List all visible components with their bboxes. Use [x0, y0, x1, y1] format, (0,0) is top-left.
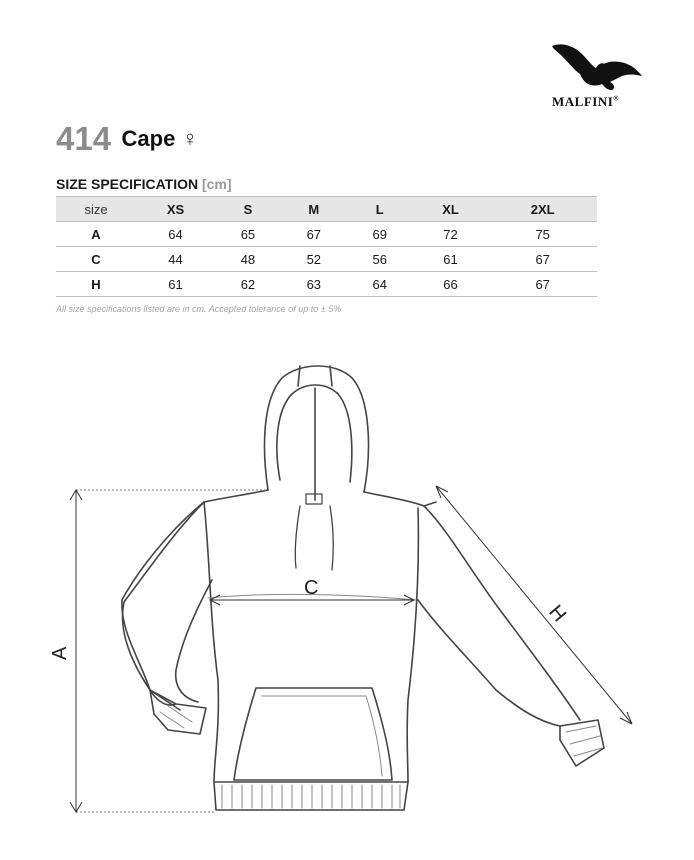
- row-label: H: [56, 272, 136, 297]
- dim-label-a: A: [49, 646, 71, 660]
- dim-label-h: H: [544, 601, 571, 627]
- row-label: C: [56, 247, 136, 272]
- table-cell: 75: [488, 222, 597, 247]
- column-header: M: [281, 197, 347, 222]
- female-symbol-icon: ♀: [181, 126, 199, 151]
- product-name: Cape: [121, 126, 176, 151]
- size-spec-heading: SIZE SPECIFICATION [cm]: [56, 176, 232, 192]
- table-cell: 56: [347, 247, 413, 272]
- column-header: S: [215, 197, 281, 222]
- table-cell: 52: [281, 247, 347, 272]
- hoodie-illustration: [0, 330, 694, 855]
- table-row: [56, 222, 597, 247]
- column-header: XS: [136, 197, 215, 222]
- row-label: A: [56, 222, 136, 247]
- table-cell: 65: [215, 222, 281, 247]
- column-header: 2XL: [488, 197, 597, 222]
- hoodie-diagram: [0, 330, 694, 855]
- table-cell: 67: [488, 247, 597, 272]
- column-header: L: [347, 197, 413, 222]
- column-header: size: [56, 197, 136, 222]
- table-cell: 67: [488, 272, 597, 297]
- table-cell: 44: [136, 247, 215, 272]
- table-cell: 61: [136, 272, 215, 297]
- column-header: XL: [413, 197, 489, 222]
- table-cell: 63: [281, 272, 347, 297]
- table-cell: 64: [136, 222, 215, 247]
- table-row: [56, 272, 597, 297]
- product-code: 414: [56, 120, 112, 157]
- table-cell: 64: [347, 272, 413, 297]
- table-cell: 72: [413, 222, 489, 247]
- brand-name: MALFINI®: [552, 94, 620, 109]
- table-cell: 62: [215, 272, 281, 297]
- bird-logo-icon: [548, 38, 648, 94]
- malfini-logo: [548, 38, 648, 112]
- table-row: [56, 247, 597, 272]
- table-cell: 61: [413, 247, 489, 272]
- dim-label-c: C: [304, 577, 319, 599]
- table-cell: 66: [413, 272, 489, 297]
- size-table-header: [56, 197, 597, 222]
- size-table: [56, 196, 597, 297]
- table-cell: 67: [281, 222, 347, 247]
- product-title: [56, 120, 198, 158]
- tolerance-note: All size specifications listed are in cm. Accepted tolerance of up to ± 5%: [56, 304, 342, 314]
- table-cell: 48: [215, 247, 281, 272]
- table-cell: 69: [347, 222, 413, 247]
